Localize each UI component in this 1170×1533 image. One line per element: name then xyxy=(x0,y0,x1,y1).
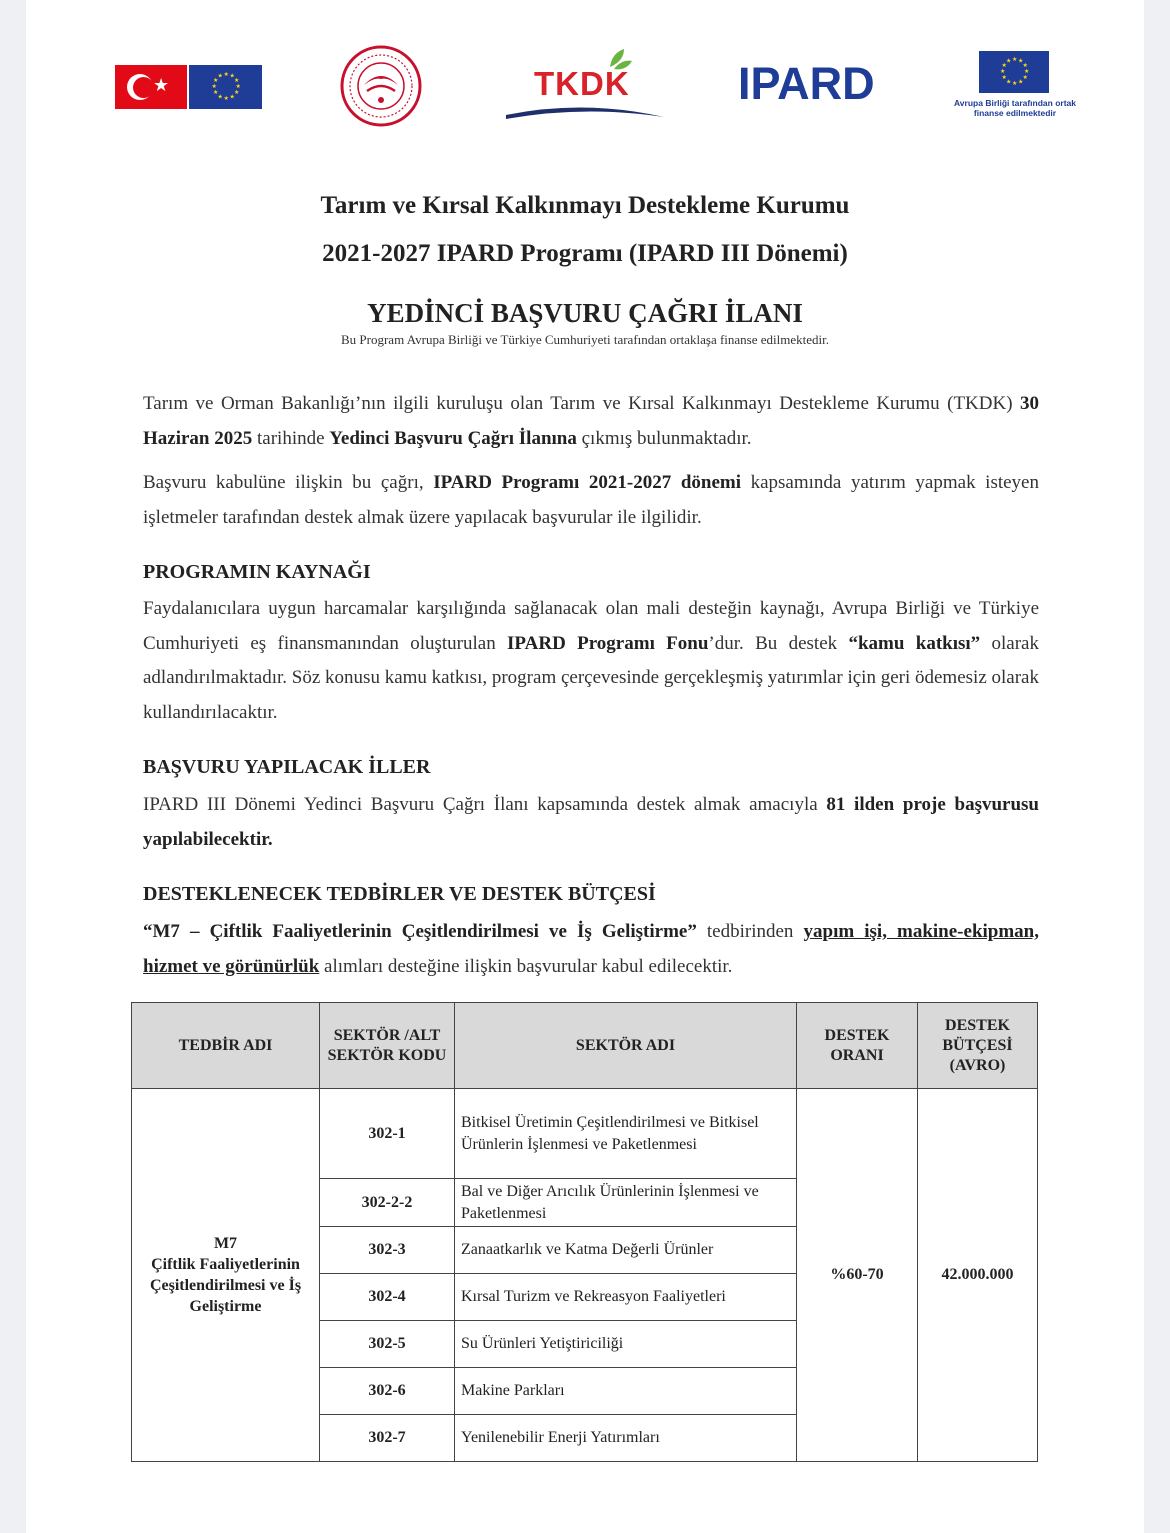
svg-text:★: ★ xyxy=(1018,57,1024,65)
measure-cell xyxy=(132,1089,320,1462)
svg-text:★: ★ xyxy=(213,89,219,96)
svg-text:★: ★ xyxy=(1024,68,1030,75)
svg-text:★: ★ xyxy=(213,77,219,84)
eu-flag-icon xyxy=(979,51,1049,93)
support-budget: 42.000.000 xyxy=(918,1089,1038,1462)
sector-name: Su Ürünleri Yetiştiriciliği xyxy=(455,1321,797,1368)
measure-code: M7 xyxy=(213,1235,238,1252)
svg-text:★: ★ xyxy=(229,93,235,101)
institution-title: Tarım ve Kırsal Kalkınmayı Destekleme Kurumu xyxy=(320,192,850,219)
sector-name: Bal ve Diğer Arıcılık Ürünlerinin İşlenmesi ve Paketlenmesi xyxy=(455,1179,797,1227)
table-header-row xyxy=(132,1003,1038,1089)
announcement-title: YEDİNCİ BAŞVURU ÇAĞRI İLANI xyxy=(367,298,803,328)
announcement-subtitle: Bu Program Avrupa Birliği ve Türkiye Cumhuriyeti tarafından ortaklaşa finanse edilmektedir. xyxy=(341,332,829,347)
header-support-rate: DESTEK ORANI xyxy=(797,1003,918,1089)
sector-code: 302-1 xyxy=(320,1089,455,1179)
sector-code: 302-5 xyxy=(320,1321,455,1368)
svg-text:★: ★ xyxy=(211,83,217,90)
measure-name: Çiftlik Faaliyetlerinin Çeşitlendirilmesi ve İş Geliştirme xyxy=(149,1256,302,1315)
eu-flag-icon xyxy=(189,65,262,109)
intro-paragraph-2: Başvuru kabulüne ilişkin bu çağrı, IPARD Programı 2021-2027 dönemi kapsamında yatırım yapmak isteyen işletmeler tarafından destek almak üzere yapılacak başvurular ile ilgilidir. xyxy=(143,472,1039,528)
svg-text:★: ★ xyxy=(1001,74,1007,81)
svg-text:★: ★ xyxy=(1000,68,1006,75)
svg-text:★: ★ xyxy=(217,93,223,101)
eu-cofinance-caption: Avrupa Birliği tarafından ortak finanse edilmektedir xyxy=(953,98,1076,118)
svg-text:★: ★ xyxy=(217,72,223,80)
header-sector-name: SEKTÖR ADI xyxy=(455,1003,797,1089)
table-row xyxy=(132,1089,1038,1179)
sector-code: 302-3 xyxy=(320,1227,455,1274)
header-sector-code: SEKTÖR /ALT SEKTÖR KODU xyxy=(320,1003,455,1089)
svg-text:★: ★ xyxy=(223,95,229,102)
svg-text:★: ★ xyxy=(229,72,235,80)
ipard-logo-text: IPARD xyxy=(738,58,875,109)
svg-text:★: ★ xyxy=(1022,74,1028,81)
sector-name: Makine Parkları xyxy=(455,1368,797,1415)
svg-text:★: ★ xyxy=(234,77,240,84)
provinces-paragraph: IPARD III Dönemi Yedinci Başvuru Çağrı İlanı kapsamında destek almak amacıyla 81 ilden proje başvurusu yapılabilecektir. xyxy=(143,794,1039,850)
svg-text:★: ★ xyxy=(1001,62,1007,69)
tkdk-logo-text: TKDK xyxy=(534,65,630,102)
svg-text:★: ★ xyxy=(1012,56,1018,63)
sector-name: Zanaatkarlık ve Katma Değerli Ürünler xyxy=(455,1227,797,1274)
svg-text:★: ★ xyxy=(1006,78,1012,86)
sector-name: Bitkisel Üretimin Çeşitlendirilmesi ve Bitkisel Ürünlerin İşlenmesi ve Paketlenmesi xyxy=(455,1089,797,1179)
svg-text:★: ★ xyxy=(1012,80,1018,87)
svg-text:★: ★ xyxy=(234,89,240,96)
document-page xyxy=(26,0,1144,1533)
turkish-flag-icon: ★ xyxy=(115,65,187,109)
svg-text:★: ★ xyxy=(1018,78,1024,86)
program-title: 2021-2027 IPARD Programı (IPARD III Dönemi) xyxy=(322,240,848,267)
header-support-budget: DESTEK BÜTÇESİ (AVRO) xyxy=(918,1003,1038,1089)
logo-bar xyxy=(26,40,1144,130)
svg-text:★: ★ xyxy=(235,83,241,90)
svg-text:★: ★ xyxy=(1022,62,1028,69)
support-budget-table xyxy=(131,1002,1038,1462)
header-measure-name: TEDBİR ADI xyxy=(132,1003,320,1089)
tkdk-logo xyxy=(504,45,668,125)
sector-code: 302-2-2 xyxy=(320,1179,455,1227)
source-paragraph: Faydalanıcılara uygun harcamalar karşılığında sağlanacak olan mali desteğin kaynağı, Avrupa Birliği ve Türkiye Cumhuriyeti eş finansmanından oluşturulan IPARD Programı Fonu’dur. Bu destek “kamu katkısı” olarak adlandırılmaktadır. Söz konusu kamu katkısı, program çerçevesinde gerçekleşmiş yatırımlar için geri ödemesiz olarak kullandırılacaktır. xyxy=(143,598,1039,723)
support-rate: %60-70 xyxy=(797,1089,918,1462)
sector-code: 302-7 xyxy=(320,1415,455,1462)
intro-paragraph-1: Tarım ve Orman Bakanlığı’nın ilgili kuruluşu olan Tarım ve Kırsal Kalkınmayı Destekleme Kurumu (TKDK) 30 Haziran 2025 tarihinde Yedinci Başvuru Çağrı İlanına çıkmış bulunmaktadır. xyxy=(143,393,1039,449)
svg-text:★: ★ xyxy=(1006,57,1012,65)
svg-text:★: ★ xyxy=(223,71,229,78)
sector-code: 302-6 xyxy=(320,1368,455,1415)
sector-code: 302-4 xyxy=(320,1274,455,1321)
ministry-seal-icon xyxy=(340,45,422,127)
section-heading-source: PROGRAMIN KAYNAĞI xyxy=(143,561,371,583)
sector-name: Kırsal Turizm ve Rekreasyon Faaliyetleri xyxy=(455,1274,797,1321)
sector-name: Yenilenebilir Enerji Yatırımları xyxy=(455,1415,797,1462)
measures-paragraph: “M7 – Çiftlik Faaliyetlerinin Çeşitlendirilmesi ve İş Geliştirme” tedbirinden yapım işi, makine-ekipman, hizmet ve görünürlük alımları desteğine ilişkin başvurular kabul edilecektir. xyxy=(143,921,1039,977)
section-heading-provinces: BAŞVURU YAPILACAK İLLER xyxy=(143,756,431,778)
section-heading-measures: DESTEKLENECEK TEDBİRLER VE DESTEK BÜTÇESİ xyxy=(143,883,656,905)
